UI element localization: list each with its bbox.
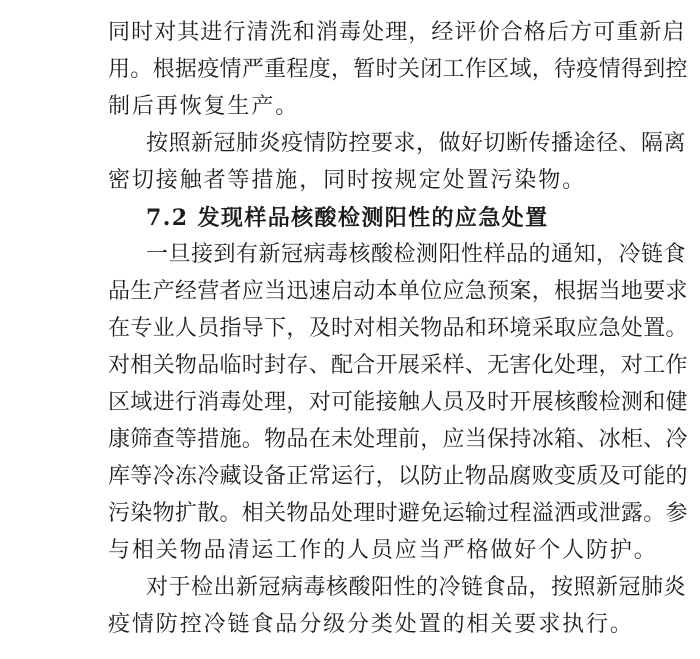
paragraph-2-line-1: 按照新冠肺炎疫情防控要求，做好切断传播途径、隔离 [146, 131, 687, 156]
paragraph-3-line-9: 与相关物品清运工作的人员应当严格做好个人防护。 [108, 538, 658, 563]
paragraph-4-line-1: 对于检出新冠病毒核酸阳性的冷链食品，按照新冠肺炎 [146, 575, 687, 600]
paragraph-3-line-6: 康筛查等措施。物品在未处理前，应当保持冰箱、冰柜、冷 [108, 427, 688, 452]
paragraph-3-line-4: 对相关物品临时封存、配合开展采样、无害化处理，对工作 [108, 353, 688, 378]
paragraph-2-line-2: 密切接触者等措施，同时按规定处置污染物。 [108, 168, 587, 193]
paragraph-3-line-8: 污染物扩散。相关物品处理时避免运输过程溢洒或泄露。参 [108, 501, 688, 526]
paragraph-3-line-3: 在专业人员指导下，及时对相关物品和环境采取应急处置。 [108, 316, 688, 341]
paragraph-1-line-3: 制后再恢复生产。 [108, 94, 300, 119]
paragraph-1-line-1: 同时对其进行清洗和消毒处理，经评价合格后方可重新启 [108, 20, 686, 45]
paragraph-3-line-5: 区域进行消毒处理，对可能接触人员及时开展核酸检测和健 [108, 390, 688, 415]
paragraph-3-line-1: 一旦接到有新冠病毒核酸检测阳性样品的通知，冷链食 [146, 242, 687, 267]
paragraph-3-line-2: 品生产经营者应当迅速启动本单位应急预案，根据当地要求 [108, 279, 688, 304]
paragraph-3-line-7: 库等冷冻冷藏设备正常运行，以防止物品腐败变质及可能的 [108, 464, 688, 489]
paragraph-4-line-2: 疫情防控冷链食品分级分类处置的相关要求执行。 [108, 612, 634, 637]
section-heading: 7.2 发现样品核酸检测阳性的应急处置 [146, 205, 549, 231]
paragraph-1-line-2: 用。根据疫情严重程度，暂时关闭工作区域，待疫情得到控 [108, 57, 688, 82]
